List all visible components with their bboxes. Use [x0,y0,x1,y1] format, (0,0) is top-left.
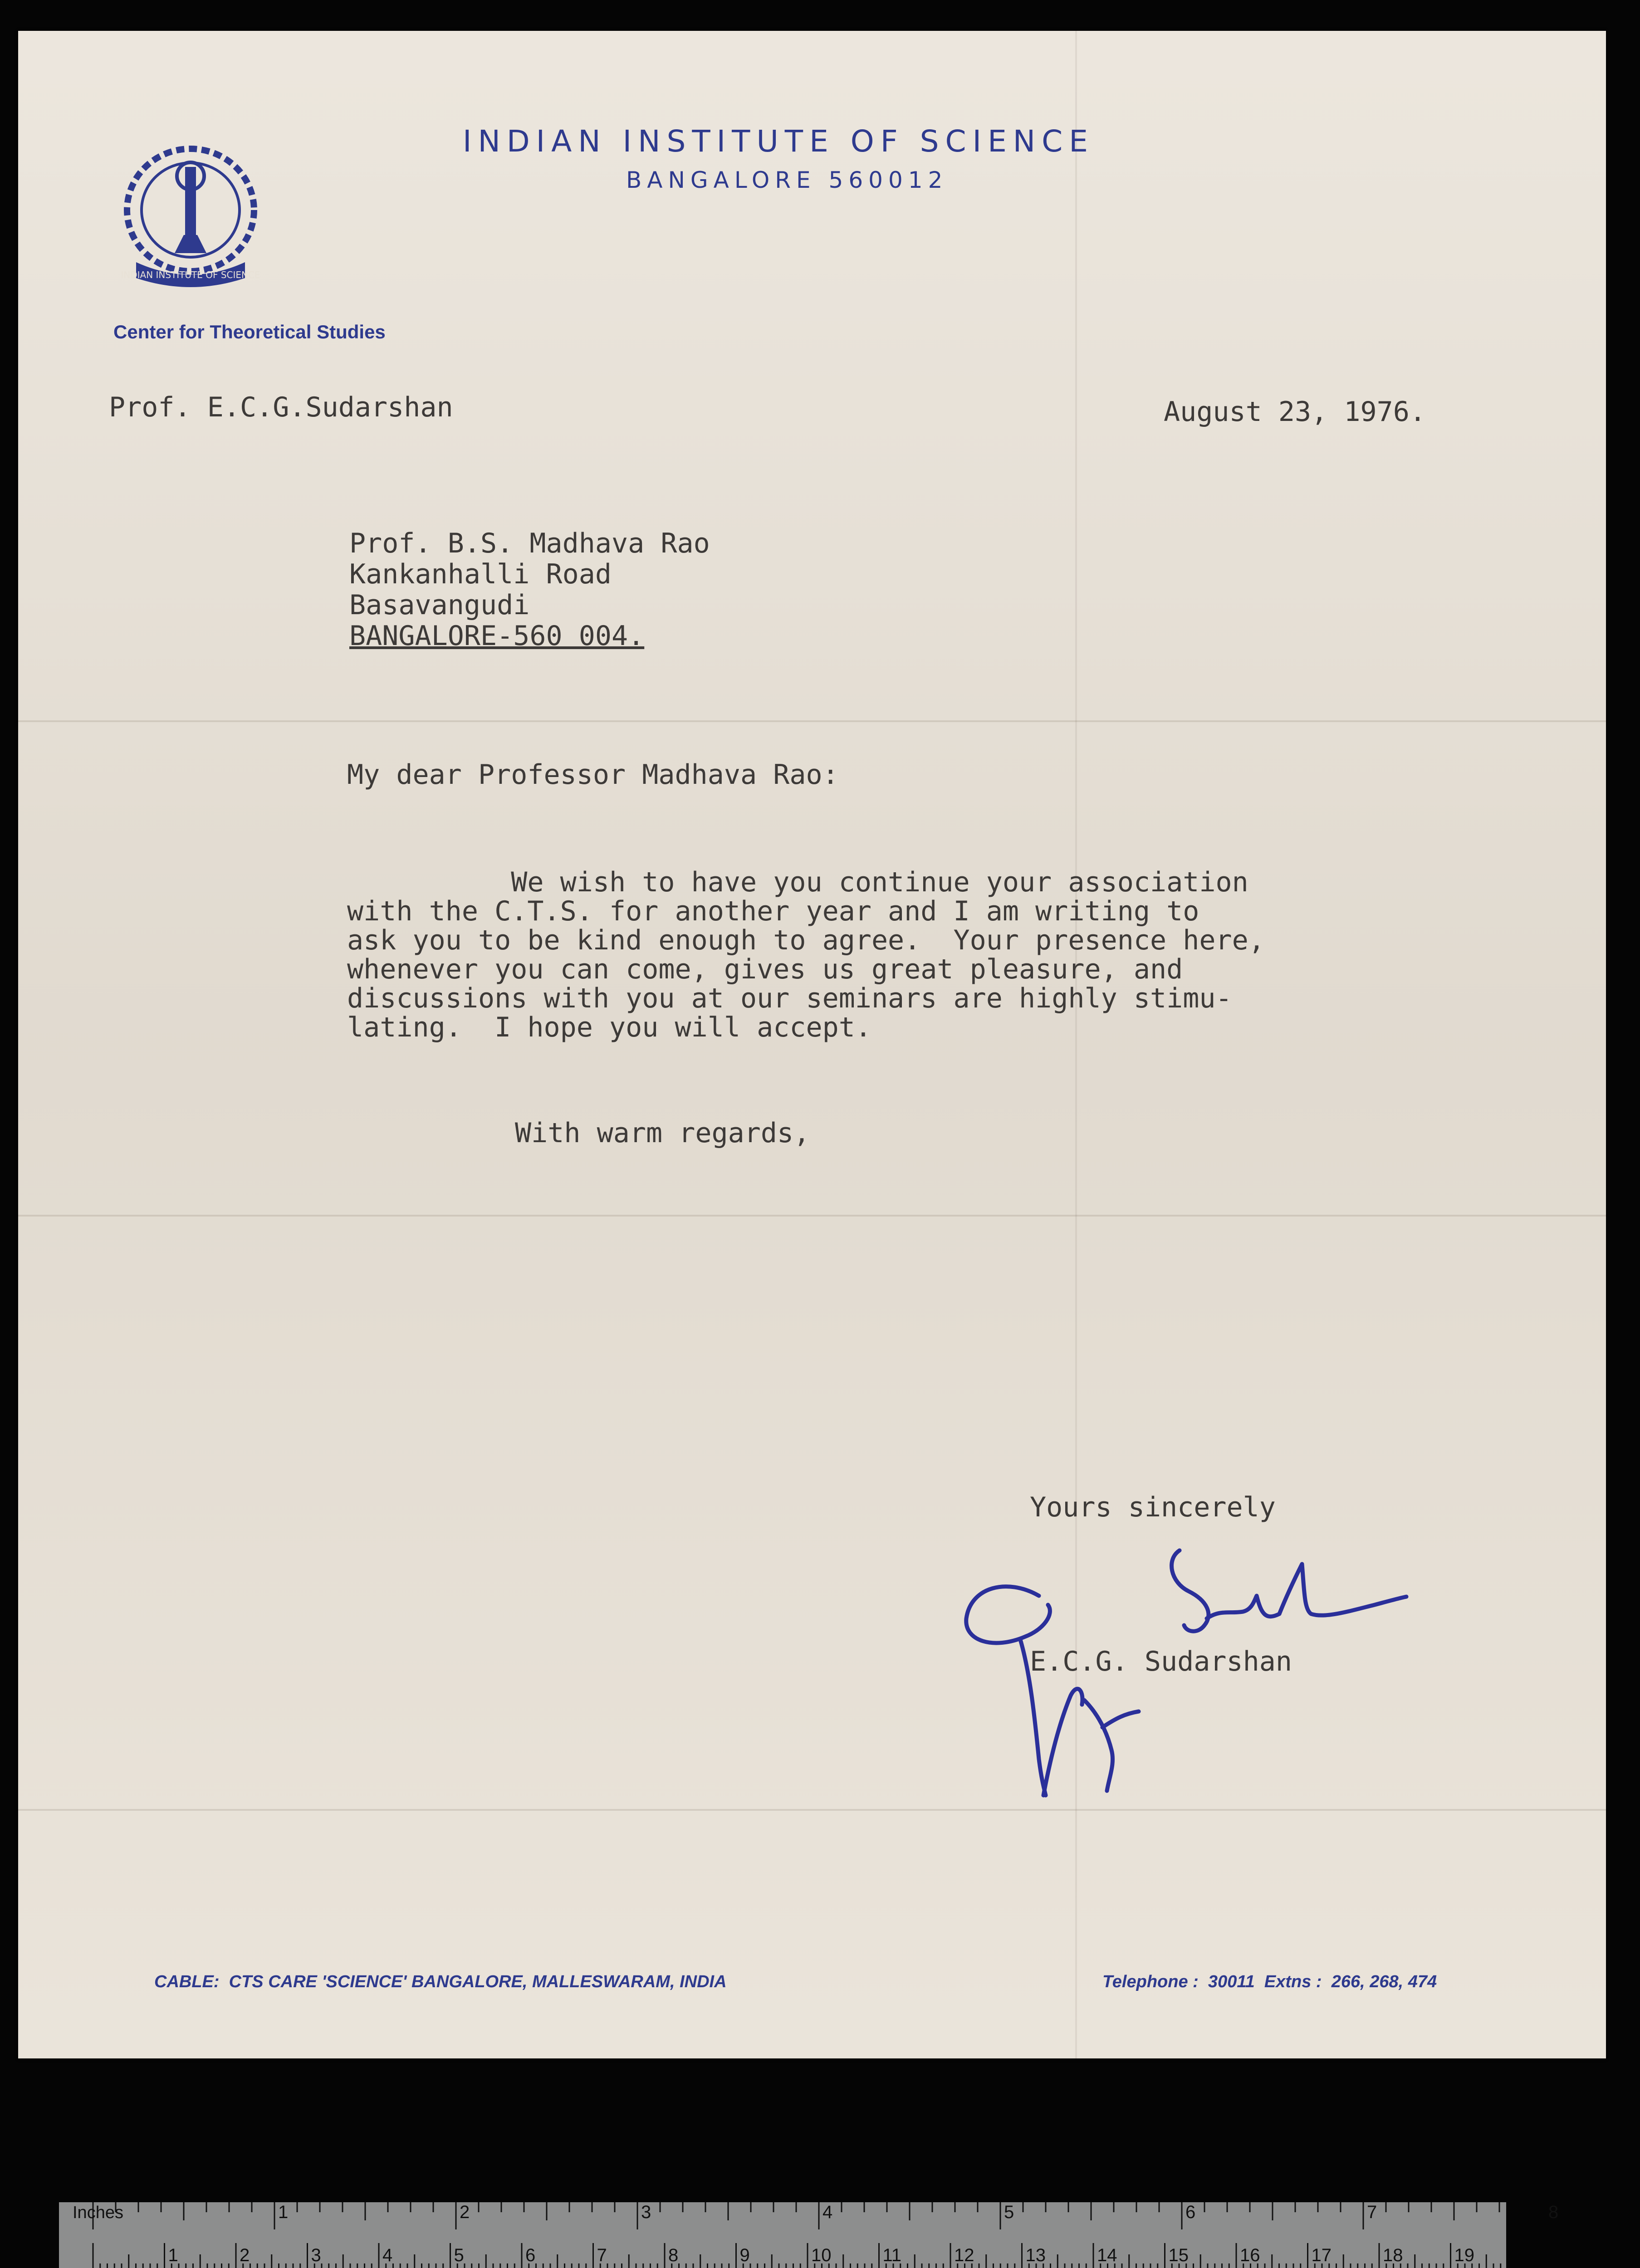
inch-number: 2 [460,2202,470,2222]
inch-number: 1 [278,2202,289,2222]
recipient-line: Kankanhalli Road [349,558,612,590]
inch-number: 5 [1004,2202,1014,2222]
watermark-impression: ﾠ [45,756,124,851]
regards-line: With warm regards, [515,1117,810,1149]
color-control-target [59,2202,1559,2268]
cm-number: 17 [1311,2245,1332,2265]
letter-date: August 23, 1976. [1164,396,1426,428]
body-line: with the C.T.S. for another year and I am writing to [347,895,1199,927]
footer-cable: CABLE: CTS CARE 'SCIENCE' BANGALORE, MALLESWARAM, INDIA [154,1972,727,1991]
cm-number: 16 [1240,2245,1260,2265]
measurement-ruler [59,2202,1559,2268]
cm-number: 4 [382,2245,393,2265]
recipient-line: Basavangudi [349,589,530,621]
svg-text:INDIAN INSTITUTE OF SCIENCE: INDIAN INSTITUTE OF SCIENCE [121,269,260,280]
cm-number: 3 [311,2245,321,2265]
center-name: Center for Theoretical Studies [113,321,386,342]
cm-number: 14 [1097,2245,1117,2265]
closing-line: Yours sincerely [1030,1491,1276,1523]
salutation: My dear Professor Madhava Rao: [347,759,839,791]
cm-number: 12 [954,2245,974,2265]
cm-number: 11 [882,2245,902,2265]
handwritten-signature [953,1523,1434,1832]
cm-number: 2 [240,2245,250,2265]
institute-city: BANGALORE 560012 [626,167,948,193]
cm-number: 19 [1454,2245,1474,2265]
letter-sheet [18,31,1606,2058]
cm-number: 5 [454,2245,464,2265]
body-line: discussions with you at our seminars are highly stimu- [347,982,1232,1014]
body-line: whenever you can come, gives us great pleasure, and [347,953,1183,985]
inch-number: 8 [1548,2202,1559,2222]
inch-number: 3 [641,2202,651,2222]
footer-telephone: Telephone : 30011 Extns : 266, 268, 474 [1102,1972,1437,1991]
cm-number: 7 [597,2245,607,2265]
institute-name: INDIAN INSTITUTE OF SCIENCE [463,124,1094,159]
inch-number: 6 [1185,2202,1196,2222]
typed-signature-name: E.C.G. Sudarshan [1030,1646,1292,1677]
recipient-line: Prof. B.S. Madhava Rao [349,528,710,559]
sender-name: Prof. E.C.G.Sudarshan [109,391,453,423]
cm-number: 13 [1025,2245,1046,2265]
institute-seal-logo [118,142,263,292]
inches-label: Inches [73,2203,123,2222]
recipient-city: BANGALORE-560 004. [349,620,645,652]
inch-number: 4 [822,2202,833,2222]
cm-number: 9 [739,2245,750,2265]
cm-number: 1 [168,2245,178,2265]
cm-number: 15 [1168,2245,1189,2265]
cm-number: 18 [1383,2245,1403,2265]
body-line: ask you to be kind enough to agree. Your presence here, [347,924,1265,956]
cm-number: 8 [668,2245,679,2265]
letter-body [347,868,1265,1042]
cm-number: 10 [811,2245,832,2265]
ruler-ticks [59,2202,1506,2268]
inch-number: 7 [1367,2202,1377,2222]
body-line: lating. I hope you will accept. [347,1012,871,1043]
body-line: We wish to have you continue your association [347,866,1248,898]
cm-number: 6 [525,2245,536,2265]
